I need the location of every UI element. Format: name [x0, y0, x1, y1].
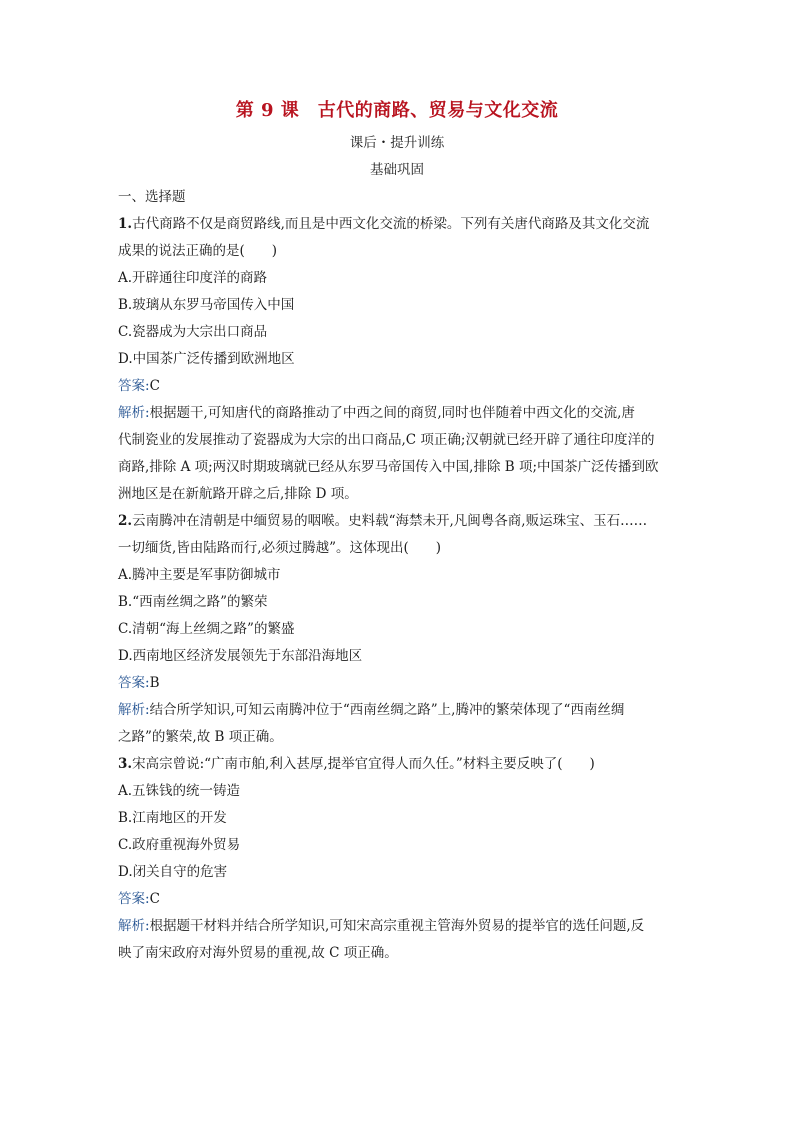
answer-value: B — [149, 675, 160, 691]
question-stem-line: 一切缅货,皆由陆路而行,必须过腾越”。这体现出( ) — [118, 540, 442, 556]
option-a: A.开辟通往印度洋的商路 — [118, 270, 268, 286]
answer-value: C — [149, 378, 160, 394]
option-c: C.清朝“海上丝绸之路”的繁盛 — [118, 621, 295, 637]
question-text: 云南腾冲在清朝是中缅贸易的咽喉。史料载“海禁未开,凡闽粤各商,贩运珠宝、玉石…… — [132, 513, 648, 529]
question-number: 3. — [118, 756, 133, 772]
option-a: A.五铢钱的统一铸造 — [118, 783, 241, 799]
analysis-label: 解析: — [118, 405, 150, 421]
content-body — [118, 184, 678, 967]
analysis-line — [118, 400, 678, 427]
analysis-line: 商路,排除 A 项;两汉时期玻璃就已经从东罗马帝国传入中国,排除 B 项;中国茶广泛传播到欧 — [118, 459, 659, 475]
question-number: 1. — [118, 216, 133, 232]
subtitle: 课后・提升训练 — [349, 135, 445, 151]
part-heading: 一、选择题 — [118, 189, 186, 205]
option-d: D.中国茶广泛传播到欧洲地区 — [118, 351, 295, 367]
analysis-label: 解析: — [118, 918, 150, 934]
question-number: 2. — [118, 513, 133, 529]
analysis-line — [118, 913, 678, 940]
question-text: 古代商路不仅是商贸路线,而且是中西文化交流的桥梁。下列有关唐代商路及其文化交流 — [132, 216, 650, 232]
option-b: B.“西南丝绸之路”的繁荣 — [118, 594, 268, 610]
question-2 — [118, 508, 678, 751]
analysis-label: 解析: — [118, 702, 150, 718]
answer-label: 答案: — [118, 675, 150, 691]
answer-value: C — [149, 891, 160, 907]
analysis-line: 之路”的繁荣,故 B 项正确。 — [118, 729, 283, 745]
section-heading: 基础巩固 — [370, 162, 424, 178]
analysis-text: 根据题干材料并结合所学知识,可知宋高宗重视主管海外贸易的提举官的选任问题,反 — [149, 918, 645, 934]
option-c: C.政府重视海外贸易 — [118, 837, 241, 853]
lesson-title: 第 9 课 古代的商路、贸易与文化交流 — [235, 100, 559, 121]
option-d: D.西南地区经济发展领先于东部沿海地区 — [118, 648, 363, 664]
question-stem-line — [118, 508, 678, 535]
answer-line — [118, 886, 678, 913]
question-stem-line — [118, 751, 678, 778]
analysis-text: 结合所学知识,可知云南腾冲位于“西南丝绸之路”上,腾冲的繁荣体现了“西南丝绸 — [149, 702, 625, 718]
question-text: 宋高宗曾说:“广南市舶,利入甚厚,提举官宜得人而久任。”材料主要反映了( ) — [132, 756, 595, 772]
analysis-line: 映了南宋政府对海外贸易的重视,故 C 项正确。 — [118, 945, 398, 961]
analysis-line: 洲地区是在新航路开辟之后,排除 D 项。 — [118, 486, 358, 502]
option-a: A.腾冲主要是军事防御城市 — [118, 567, 281, 583]
option-b: B.江南地区的开发 — [118, 810, 227, 826]
option-b: B.玻璃从东罗马帝国传入中国 — [118, 297, 295, 313]
answer-label: 答案: — [118, 891, 150, 907]
analysis-text: 根据题干,可知唐代的商路推动了中西之间的商贸,同时也伴随着中西文化的交流,唐 — [149, 405, 635, 421]
question-stem-line — [118, 211, 678, 238]
answer-line — [118, 670, 678, 697]
answer-label: 答案: — [118, 378, 150, 394]
analysis-line: 代制瓷业的发展推动了瓷器成为大宗的出口商品,C 项正确;汉朝就已经开辟了通往印度洋的 — [118, 432, 655, 448]
question-stem-line: 成果的说法正确的是( ) — [118, 243, 278, 259]
question-3 — [118, 751, 678, 967]
answer-line — [118, 373, 678, 400]
analysis-line — [118, 697, 678, 724]
question-1 — [118, 211, 678, 508]
option-c: C.瓷器成为大宗出口商品 — [118, 324, 268, 340]
option-d: D.闭关自守的危害 — [118, 864, 228, 880]
